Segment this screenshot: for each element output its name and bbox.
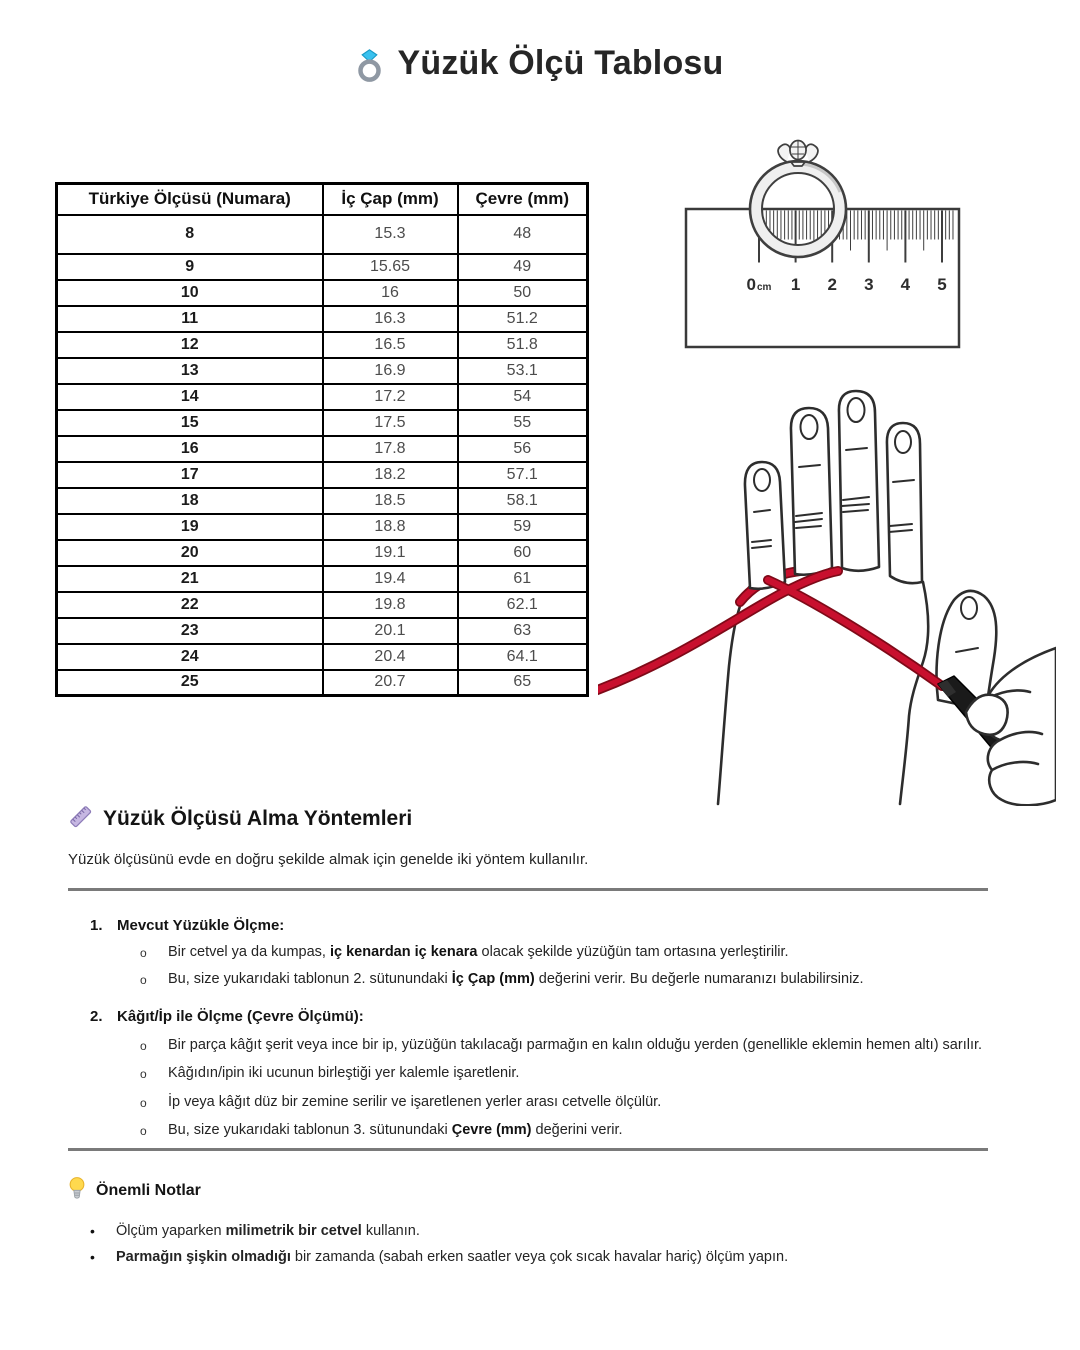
cell-circumference: 50 bbox=[458, 280, 588, 306]
col-header-circumference: Çevre (mm) bbox=[458, 184, 588, 215]
cell-circumference: 48 bbox=[458, 215, 588, 254]
table-row bbox=[57, 332, 588, 358]
cell-circumference: 56 bbox=[458, 436, 588, 462]
note-bullet: • Parmağın şişkin olmadığı bir zamanda (sabah erken saatler veya çok sıcak havalar hariç) ölçüm yapın. bbox=[90, 1249, 789, 1265]
cell-inner-diameter: 16.5 bbox=[323, 332, 458, 358]
method-item bbox=[90, 1007, 1050, 1141]
cell-inner-diameter: 15.3 bbox=[323, 215, 458, 254]
cell-circumference: 58.1 bbox=[458, 488, 588, 514]
methods-section-title: Yüzük Ölçüsü Alma Yöntemleri bbox=[103, 807, 413, 830]
note-bullet: • Ölçüm yaparken milimetrik bir cetvel kullanın. bbox=[90, 1223, 420, 1239]
svg-text:3: 3 bbox=[864, 275, 874, 294]
cell-circumference: 63 bbox=[458, 618, 588, 644]
cell-inner-diameter: 17.5 bbox=[323, 410, 458, 436]
ruler-icon bbox=[68, 804, 93, 834]
cell-turkey-size: 21 bbox=[57, 566, 323, 592]
cell-inner-diameter: 15.65 bbox=[323, 254, 458, 280]
cell-turkey-size: 13 bbox=[57, 358, 323, 384]
cell-inner-diameter: 17.2 bbox=[323, 384, 458, 410]
table-row bbox=[57, 254, 588, 280]
ring-size-table bbox=[55, 182, 589, 697]
cell-turkey-size: 11 bbox=[57, 306, 323, 332]
cell-turkey-size: 8 bbox=[57, 215, 323, 254]
table-row bbox=[57, 592, 588, 618]
section-divider bbox=[68, 888, 988, 891]
table-row bbox=[57, 514, 588, 540]
table-row bbox=[57, 670, 588, 696]
method-bullet: o Kâğıdın/ipin iki ucunun birleştiği yer kalemle işaretlenir. bbox=[140, 1065, 520, 1081]
method-bullet: o Bir cetvel ya da kumpas, iç kenardan iç kenara olacak şekilde yüzüğün tam ortasına yerleştirilir. bbox=[140, 944, 789, 960]
document-header bbox=[0, 44, 1080, 83]
cell-inner-diameter: 16 bbox=[323, 280, 458, 306]
cell-circumference: 60 bbox=[458, 540, 588, 566]
svg-text:1: 1 bbox=[790, 275, 801, 294]
svg-text:2: 2 bbox=[827, 275, 837, 294]
cell-circumference: 54 bbox=[458, 384, 588, 410]
cell-turkey-size: 22 bbox=[57, 592, 323, 618]
cell-inner-diameter: 20.4 bbox=[323, 644, 458, 670]
method-bullet: o İp veya kâğıt düz bir zemine serilir ve işaretlenen yerler arası cetvelle ölçülür. bbox=[140, 1093, 662, 1110]
hand-string-measurement-illustration bbox=[598, 370, 1056, 806]
cell-turkey-size: 9 bbox=[57, 254, 323, 280]
table-row bbox=[57, 566, 588, 592]
table-row bbox=[57, 540, 588, 566]
svg-text:5: 5 bbox=[937, 275, 947, 294]
cell-circumference: 64.1 bbox=[458, 644, 588, 670]
page-title: Yüzük Ölçü Tablosu bbox=[397, 44, 724, 82]
notes-section-header bbox=[68, 1176, 201, 1206]
section-divider bbox=[68, 1148, 988, 1151]
table-row bbox=[57, 280, 588, 306]
cell-turkey-size: 12 bbox=[57, 332, 323, 358]
notes-section-title: Önemli Notlar bbox=[96, 1182, 201, 1199]
cell-circumference: 59 bbox=[458, 514, 588, 540]
cell-inner-diameter: 16.9 bbox=[323, 358, 458, 384]
ruler-outline bbox=[686, 209, 959, 347]
cell-inner-diameter: 20.7 bbox=[323, 670, 458, 696]
cell-turkey-size: 16 bbox=[57, 436, 323, 462]
cell-turkey-size: 20 bbox=[57, 540, 323, 566]
cell-circumference: 53.1 bbox=[458, 358, 588, 384]
table-row bbox=[57, 488, 588, 514]
cell-circumference: 61 bbox=[458, 566, 588, 592]
cell-inner-diameter: 18.8 bbox=[323, 514, 458, 540]
cell-inner-diameter: 17.8 bbox=[323, 436, 458, 462]
col-header-inner-diameter: İç Çap (mm) bbox=[323, 184, 458, 215]
table-row bbox=[57, 436, 588, 462]
table-header-row bbox=[57, 184, 588, 215]
cell-circumference: 62.1 bbox=[458, 592, 588, 618]
notes-list bbox=[90, 1215, 1050, 1267]
svg-text:0cm: 0cm bbox=[746, 275, 772, 294]
cell-turkey-size: 24 bbox=[57, 644, 323, 670]
cell-turkey-size: 14 bbox=[57, 384, 323, 410]
table-row bbox=[57, 384, 588, 410]
cell-inner-diameter: 18.2 bbox=[323, 462, 458, 488]
cell-turkey-size: 18 bbox=[57, 488, 323, 514]
methods-intro: Yüzük ölçüsünü evde en doğru şekilde almak için genelde iki yöntem kullanılır. bbox=[68, 851, 589, 868]
method-bullet: o Bu, size yukarıdaki tablonun 3. sütunundaki Çevre (mm) değerini verir. bbox=[140, 1122, 623, 1138]
table-row bbox=[57, 410, 588, 436]
cell-inner-diameter: 16.3 bbox=[323, 306, 458, 332]
cell-circumference: 51.8 bbox=[458, 332, 588, 358]
svg-text:4: 4 bbox=[900, 275, 911, 294]
cell-circumference: 65 bbox=[458, 670, 588, 696]
cell-circumference: 57.1 bbox=[458, 462, 588, 488]
ring-icon bbox=[356, 48, 383, 82]
cell-turkey-size: 17 bbox=[57, 462, 323, 488]
table-row bbox=[57, 618, 588, 644]
lightbulb-icon bbox=[68, 1176, 86, 1206]
cell-inner-diameter: 20.1 bbox=[323, 618, 458, 644]
cell-circumference: 49 bbox=[458, 254, 588, 280]
cell-inner-diameter: 19.4 bbox=[323, 566, 458, 592]
ring-on-ruler-illustration bbox=[683, 138, 963, 352]
hand-fingers bbox=[745, 391, 922, 589]
method-item bbox=[90, 916, 1050, 990]
methods-list bbox=[90, 916, 1050, 1141]
col-header-turkey-size: Türkiye Ölçüsü (Numara) bbox=[57, 184, 323, 215]
method-bullet: o Bu, size yukarıdaki tablonun 2. sütunundaki İç Çap (mm) değerini verir. Bu değerle numaranızı bulabilirsiniz. bbox=[140, 971, 864, 987]
cell-inner-diameter: 19.1 bbox=[323, 540, 458, 566]
table-row bbox=[57, 215, 588, 254]
cell-inner-diameter: 19.8 bbox=[323, 592, 458, 618]
table-row bbox=[57, 462, 588, 488]
cell-circumference: 51.2 bbox=[458, 306, 588, 332]
cell-turkey-size: 15 bbox=[57, 410, 323, 436]
table-row bbox=[57, 644, 588, 670]
method-item-title: 2. Kâğıt/İp ile Ölçme (Çevre Ölçümü): bbox=[90, 1008, 364, 1025]
method-bullet: o Bir parça kâğıt şerit veya ince bir ip, yüzüğün takılacağı parmağın en kalın olduğu yerden (genellikle eklemin hemen altı) sarılır. bbox=[140, 1036, 983, 1053]
cell-turkey-size: 23 bbox=[57, 618, 323, 644]
table-row bbox=[57, 358, 588, 384]
table-row bbox=[57, 306, 588, 332]
cell-inner-diameter: 18.5 bbox=[323, 488, 458, 514]
cell-turkey-size: 10 bbox=[57, 280, 323, 306]
cell-circumference: 55 bbox=[458, 410, 588, 436]
method-item-title: 1. Mevcut Yüzükle Ölçme: bbox=[90, 917, 285, 934]
cell-turkey-size: 25 bbox=[57, 670, 323, 696]
cell-turkey-size: 19 bbox=[57, 514, 323, 540]
methods-section-header bbox=[68, 804, 412, 834]
